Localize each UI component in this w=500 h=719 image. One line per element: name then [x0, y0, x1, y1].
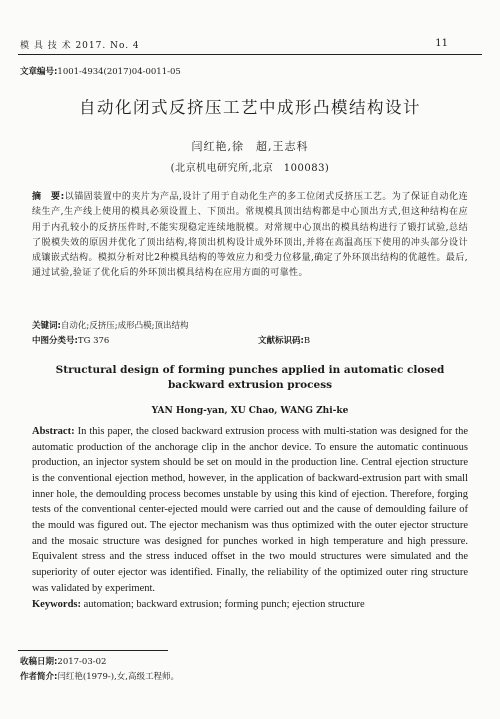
chinese-abstract — [32, 190, 468, 282]
english-keywords-text: automation; backward extrusion; forming punch; ejection structure — [83, 599, 365, 610]
chinese-abstract-label: 摘 要: — [32, 192, 65, 202]
author-bio-text: 闫红艳(1979-),女,高级工程师。 — [57, 672, 179, 682]
chinese-affiliation: (北京机电研究所,北京 100083) — [170, 163, 330, 174]
author-bio-label: 作者简介: — [20, 672, 58, 682]
clc-label: 中图分类号: — [32, 336, 78, 346]
chinese-keywords-label: 关键词: — [32, 321, 61, 331]
received-label: 收稿日期: — [20, 657, 58, 667]
english-abstract — [32, 424, 468, 596]
author-bio — [20, 670, 179, 682]
chinese-keywords-text: 自动化;反挤压;成形凸模;顶出结构 — [60, 321, 189, 331]
english-keywords — [32, 599, 365, 610]
english-abstract-label: Abstract: — [32, 426, 75, 437]
chinese-authors: 闫红艳,徐 超,王志科 — [191, 140, 309, 153]
english-authors: YAN Hong-yan, XU Chao, WANG Zhi-ke — [151, 406, 349, 416]
article-number-label: 文章编号: — [20, 67, 58, 77]
chinese-title: 自动化闭式反挤压工艺中成形凸模结构设计 — [79, 98, 421, 117]
english-abstract-text: In this paper, the closed backward extrusion process with multi-station was designed for the automatic production of the anchorage clip in the anchor device. To ensure the automatic continuous production, an injector system should be set on mould in the production line. Central ejection structure is the conventional ejection method, however, in the application of backward-extrusion part with small inner hole, the demoulding process becomes unstable by using this kind of ejection. Therefore, forging tests of the conventional center-ejected mould were carried out and the cause of demoulding failure of the mould was figured out. The ejector mechanism was thus optimized with the outer ejector structure and the mosaic structure was designed for punches worked in high temperature and high pressure. Equivalent stress and the stress induced offset in the two mould structures were simulated and the superiority of outer ejector was identified. Finally, the reliability of the optimized outer ring structure was validated by experiment. — [32, 426, 469, 594]
article-number-value: 1001-4934(2017)04-0011-05 — [57, 67, 181, 77]
header-rule — [18, 54, 482, 55]
page-number: 11 — [435, 38, 448, 49]
english-title: Structural design of forming punches applied in automatic closed backward extrusion process — [55, 364, 445, 391]
chinese-abstract-text: 以锚固装置中的夹片为产品,设计了用于自动化生产的多工位闭式反挤压工艺。为了保证自动化连续生产,生产线上使用的模具必须设置上、下顶出。常规模具顶出结构都是中心顶出方式,但这种结构在应用于内孔较小的反挤压件时,不能实现稳定连续地脱模。对常规中心顶出的模具结构进行了锻打试验,总结了脱模失效的原因并优化了顶出结构,将顶出机构设计成外环顶出,并将在高温高压下使用的冲头部分设计成镶嵌式结构。模拟分析对比2种模具结构的等效应力和受力位移量,确定了外环顶出结构的优越性。最后,通过试验,验证了优化后的外环顶出模具结构在应用方面的可靠性。 — [32, 192, 468, 279]
footnote-rule — [18, 650, 168, 651]
document-code — [258, 334, 310, 346]
document-code-value: B — [303, 336, 311, 346]
received-date — [20, 655, 106, 667]
english-keywords-label: Keywords: — [32, 599, 81, 610]
document-code-label: 文献标识码: — [258, 336, 304, 346]
chinese-keywords — [32, 319, 189, 331]
clc-number — [32, 334, 109, 346]
article-number — [20, 65, 181, 77]
journal-header: 模 具 技 术 2017. No. 4 — [20, 41, 140, 51]
received-value: 2017-03-02 — [57, 657, 107, 667]
clc-value: TG 376 — [77, 336, 110, 346]
